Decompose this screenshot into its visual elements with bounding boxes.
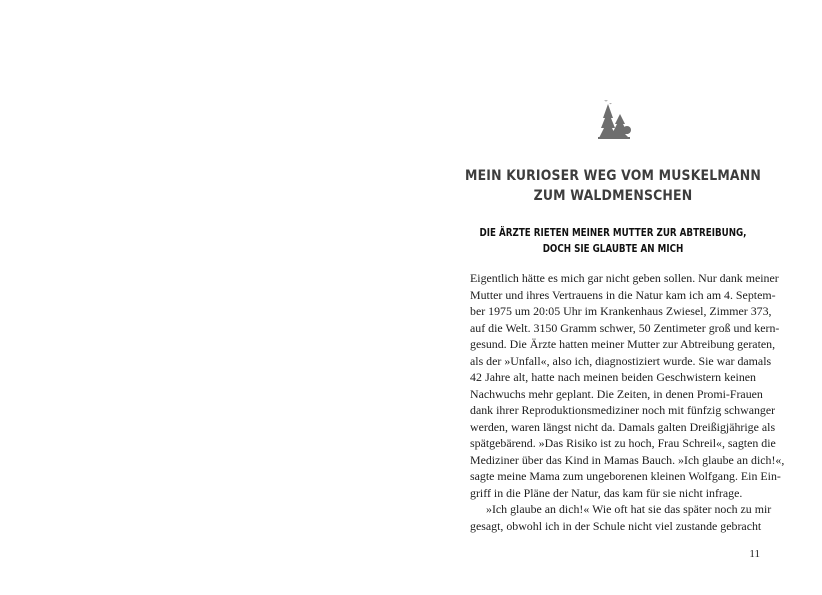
body-line: auf die Welt. 3150 Gramm schwer, 50 Zentimeter groß und kern-	[470, 320, 780, 335]
body-text	[470, 270, 785, 534]
chapter-subtitle-line-1: DIE ÄRZTE RIETEN MEINER MUTTER ZUR ABTREIBUNG,	[479, 227, 747, 239]
body-line: Nachwuchs mehr geplant. Die Zeiten, in denen Promi-Frauen	[470, 386, 763, 401]
body-line: sagte meine Mama zum ungeborenen kleinen Wolfgang. Ein Ein-	[470, 469, 781, 483]
tree-logo-icon	[594, 96, 634, 140]
chapter-title	[464, 166, 762, 206]
body-line: Eigentlich hätte es mich gar nicht geben sollen. Nur dank meiner	[470, 271, 779, 285]
body-line: »Ich glaube an dich!« Wie oft hat sie das später noch zu mir	[486, 502, 772, 516]
chapter-title-line-2: ZUM WALDMENSCHEN	[533, 188, 693, 204]
page-number: 11	[749, 548, 760, 560]
chapter-title-line-1: MEIN KURIOSER WEG VOM MUSKELMANN	[465, 168, 761, 184]
body-line: Mutter und ihres Vertrauens in die Natur kam ich am 4. Septem-	[470, 287, 776, 302]
body-line: werden, waren längst nicht da. Damals galten Dreißigjährige als	[470, 419, 776, 434]
chapter-subtitle-line-2: DOCH SIE GLAUBTE AN MICH	[542, 243, 684, 255]
body-line: griff in die Pläne der Natur, das kam für sie nicht infrage.	[470, 485, 743, 500]
body-line: Mediziner über das Kind in Mamas Bauch. »Ich glaube an dich!«,	[470, 452, 785, 467]
body-line: spätgebärend. »Das Risiko ist zu hoch, Frau Schreil«, sagten die	[470, 436, 776, 450]
body-line: ber 1975 um 20:05 Uhr im Krankenhaus Zwiesel, Zimmer 373,	[470, 304, 772, 318]
body-line: gesagt, obwohl ich in der Schule nicht viel zustande gebracht	[470, 518, 762, 533]
body-line: als der »Unfall«, also ich, diagnostiziert wurde. Sie war damals	[470, 353, 772, 368]
body-line: 42 Jahre alt, hatte nach meinen beiden Geschwistern keinen	[470, 370, 756, 384]
body-line: gesund. Die Ärzte hatten meiner Mutter zur Abtreibung geraten,	[470, 337, 776, 351]
chapter-subtitle	[468, 225, 759, 257]
body-line: dank ihrer Reproduktionsmediziner noch mit fünfzig schwanger	[470, 403, 776, 417]
